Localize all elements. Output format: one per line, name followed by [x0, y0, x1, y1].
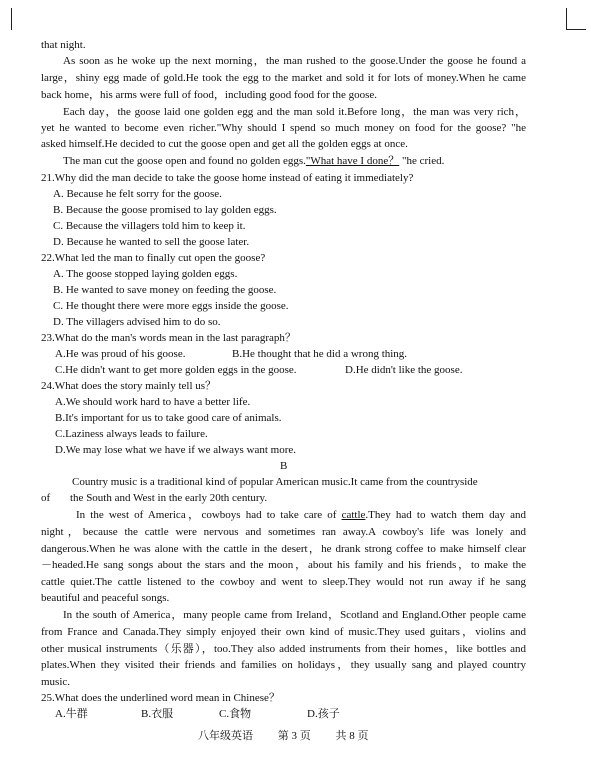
story-line: Each day，the goose laid one golden egg and the man sold it.Before long，the man was very rich，: [63, 106, 526, 118]
option: C.He didn't want to get more golden eggs in the goose.: [55, 364, 297, 376]
story-text: "he cried.: [399, 155, 445, 167]
option: D.孩子: [307, 708, 340, 720]
option: B.It's important for us to take good care of animals.: [55, 412, 282, 424]
option: A. Because he felt sorry for the goose.: [53, 188, 222, 200]
option: D.We may lose what we have if we always want more.: [55, 444, 297, 456]
story-line: that night.: [41, 39, 86, 51]
story-line: asked himself.He decided to cut the goose open and get all the golden eggs at once.: [41, 138, 408, 150]
option: A.He was proud of his goose.: [55, 348, 186, 360]
passage-line: dangerous.When he was alone with the cattle in the desert，he drank strong coffee to make himself clear: [41, 543, 526, 555]
story-last-line: [63, 154, 444, 168]
passage-line: In the south of America，many people came from Ireland，Scotland and England.Other people came: [63, 609, 526, 621]
question-stem: 24.What does the story mainly tell us？: [41, 380, 217, 392]
passage-line: －headed.He sang songs about the stars and the moon，about his family and his friends，to make the: [41, 559, 526, 571]
passage-line: music.: [41, 676, 71, 688]
option: B.衣服: [141, 708, 174, 720]
option: C.食物: [219, 708, 252, 720]
passage-line: [76, 508, 526, 522]
passage-text: .They had to watch them day and: [365, 509, 526, 521]
option: C. He thought there were more eggs inside the goose.: [53, 300, 289, 312]
option: B. He wanted to save money on feeding the goose.: [53, 284, 277, 296]
option: B.He thought that he did a wrong thing.: [232, 348, 408, 360]
crop-mark-left: [11, 8, 12, 30]
question-stem: 23.What do the man's words mean in the last paragraph？: [41, 332, 296, 344]
question-stem: 25.What does the underlined word mean in Chinese？: [41, 692, 280, 704]
passage-line: other musical instruments（乐器），too.They also added instruments from their homes，like bottles and: [41, 643, 526, 655]
option: B. Because the goose promised to lay golden eggs.: [53, 204, 277, 216]
section-label: B: [280, 460, 288, 472]
question-stem: 21.Why did the man decide to take the goose home instead of eating it immediately?: [41, 172, 414, 184]
page-footer: [198, 729, 369, 743]
underlined-word-cattle: cattle: [341, 509, 366, 521]
option: C. Because the villagers told him to keep it.: [53, 220, 246, 232]
passage-line: the South and West in the early 20th century.: [70, 492, 268, 504]
option: A. The goose stopped laying golden eggs.: [53, 268, 238, 280]
passage-line: cattle quiet.The cattle listened to the cowboy and went to sleep.They would not run away if he sang: [41, 576, 526, 588]
footer-subject: 八年级英语: [198, 730, 253, 742]
passage-line-of: of: [41, 492, 51, 504]
option: A.牛群: [55, 708, 88, 720]
footer-page: 第 3 页: [277, 730, 311, 742]
passage-line: night，because the cattle were nervous and sometimes ran away.A cowboy's life was lonely and: [41, 526, 526, 538]
passage-line: plates.When they visited their friends and families on holidays，they usually sang and played country: [41, 659, 526, 671]
story-text: The man cut the goose open and found no golden eggs.: [63, 155, 306, 167]
crop-mark-right-h: [566, 29, 586, 30]
passage-text: In the west of America，cowboys had to take care of: [76, 509, 342, 521]
passage-line: beautiful and peaceful songs.: [41, 592, 170, 604]
footer-total: 共 8 页: [335, 730, 369, 742]
option: A.We should work hard to have a better life.: [55, 396, 251, 408]
option: D. The villagers advised him to do so.: [53, 316, 221, 328]
option: D. Because he wanted to sell the goose later.: [53, 236, 250, 248]
option: D.He didn't like the goose.: [345, 364, 463, 376]
question-stem: 22.What led the man to finally cut open the goose?: [41, 252, 266, 264]
crop-mark-right: [566, 8, 567, 30]
option: C.Laziness always leads to failure.: [55, 428, 208, 440]
passage-line: from France and Canada.They simply enjoyed their own kind of music.They used guitars，violins and: [41, 626, 526, 638]
story-line: yet he wanted to become even richer."Why should I spend so much money on food for the goose? "he: [41, 122, 526, 134]
story-line: large，shiny egg made of gold.He took the egg to the market and sold it for lots of money.When he came: [41, 72, 526, 84]
story-line: As soon as he woke up the next morning，the man rushed to the goose.Under the goose he found a: [63, 55, 526, 67]
passage-line: Country music is a traditional kind of popular American music.It came from the countryside: [72, 476, 478, 488]
underlined-quote: "What have I done？: [305, 155, 400, 167]
story-line: back home，his arms were full of food，including good food for the goose.: [41, 89, 378, 101]
